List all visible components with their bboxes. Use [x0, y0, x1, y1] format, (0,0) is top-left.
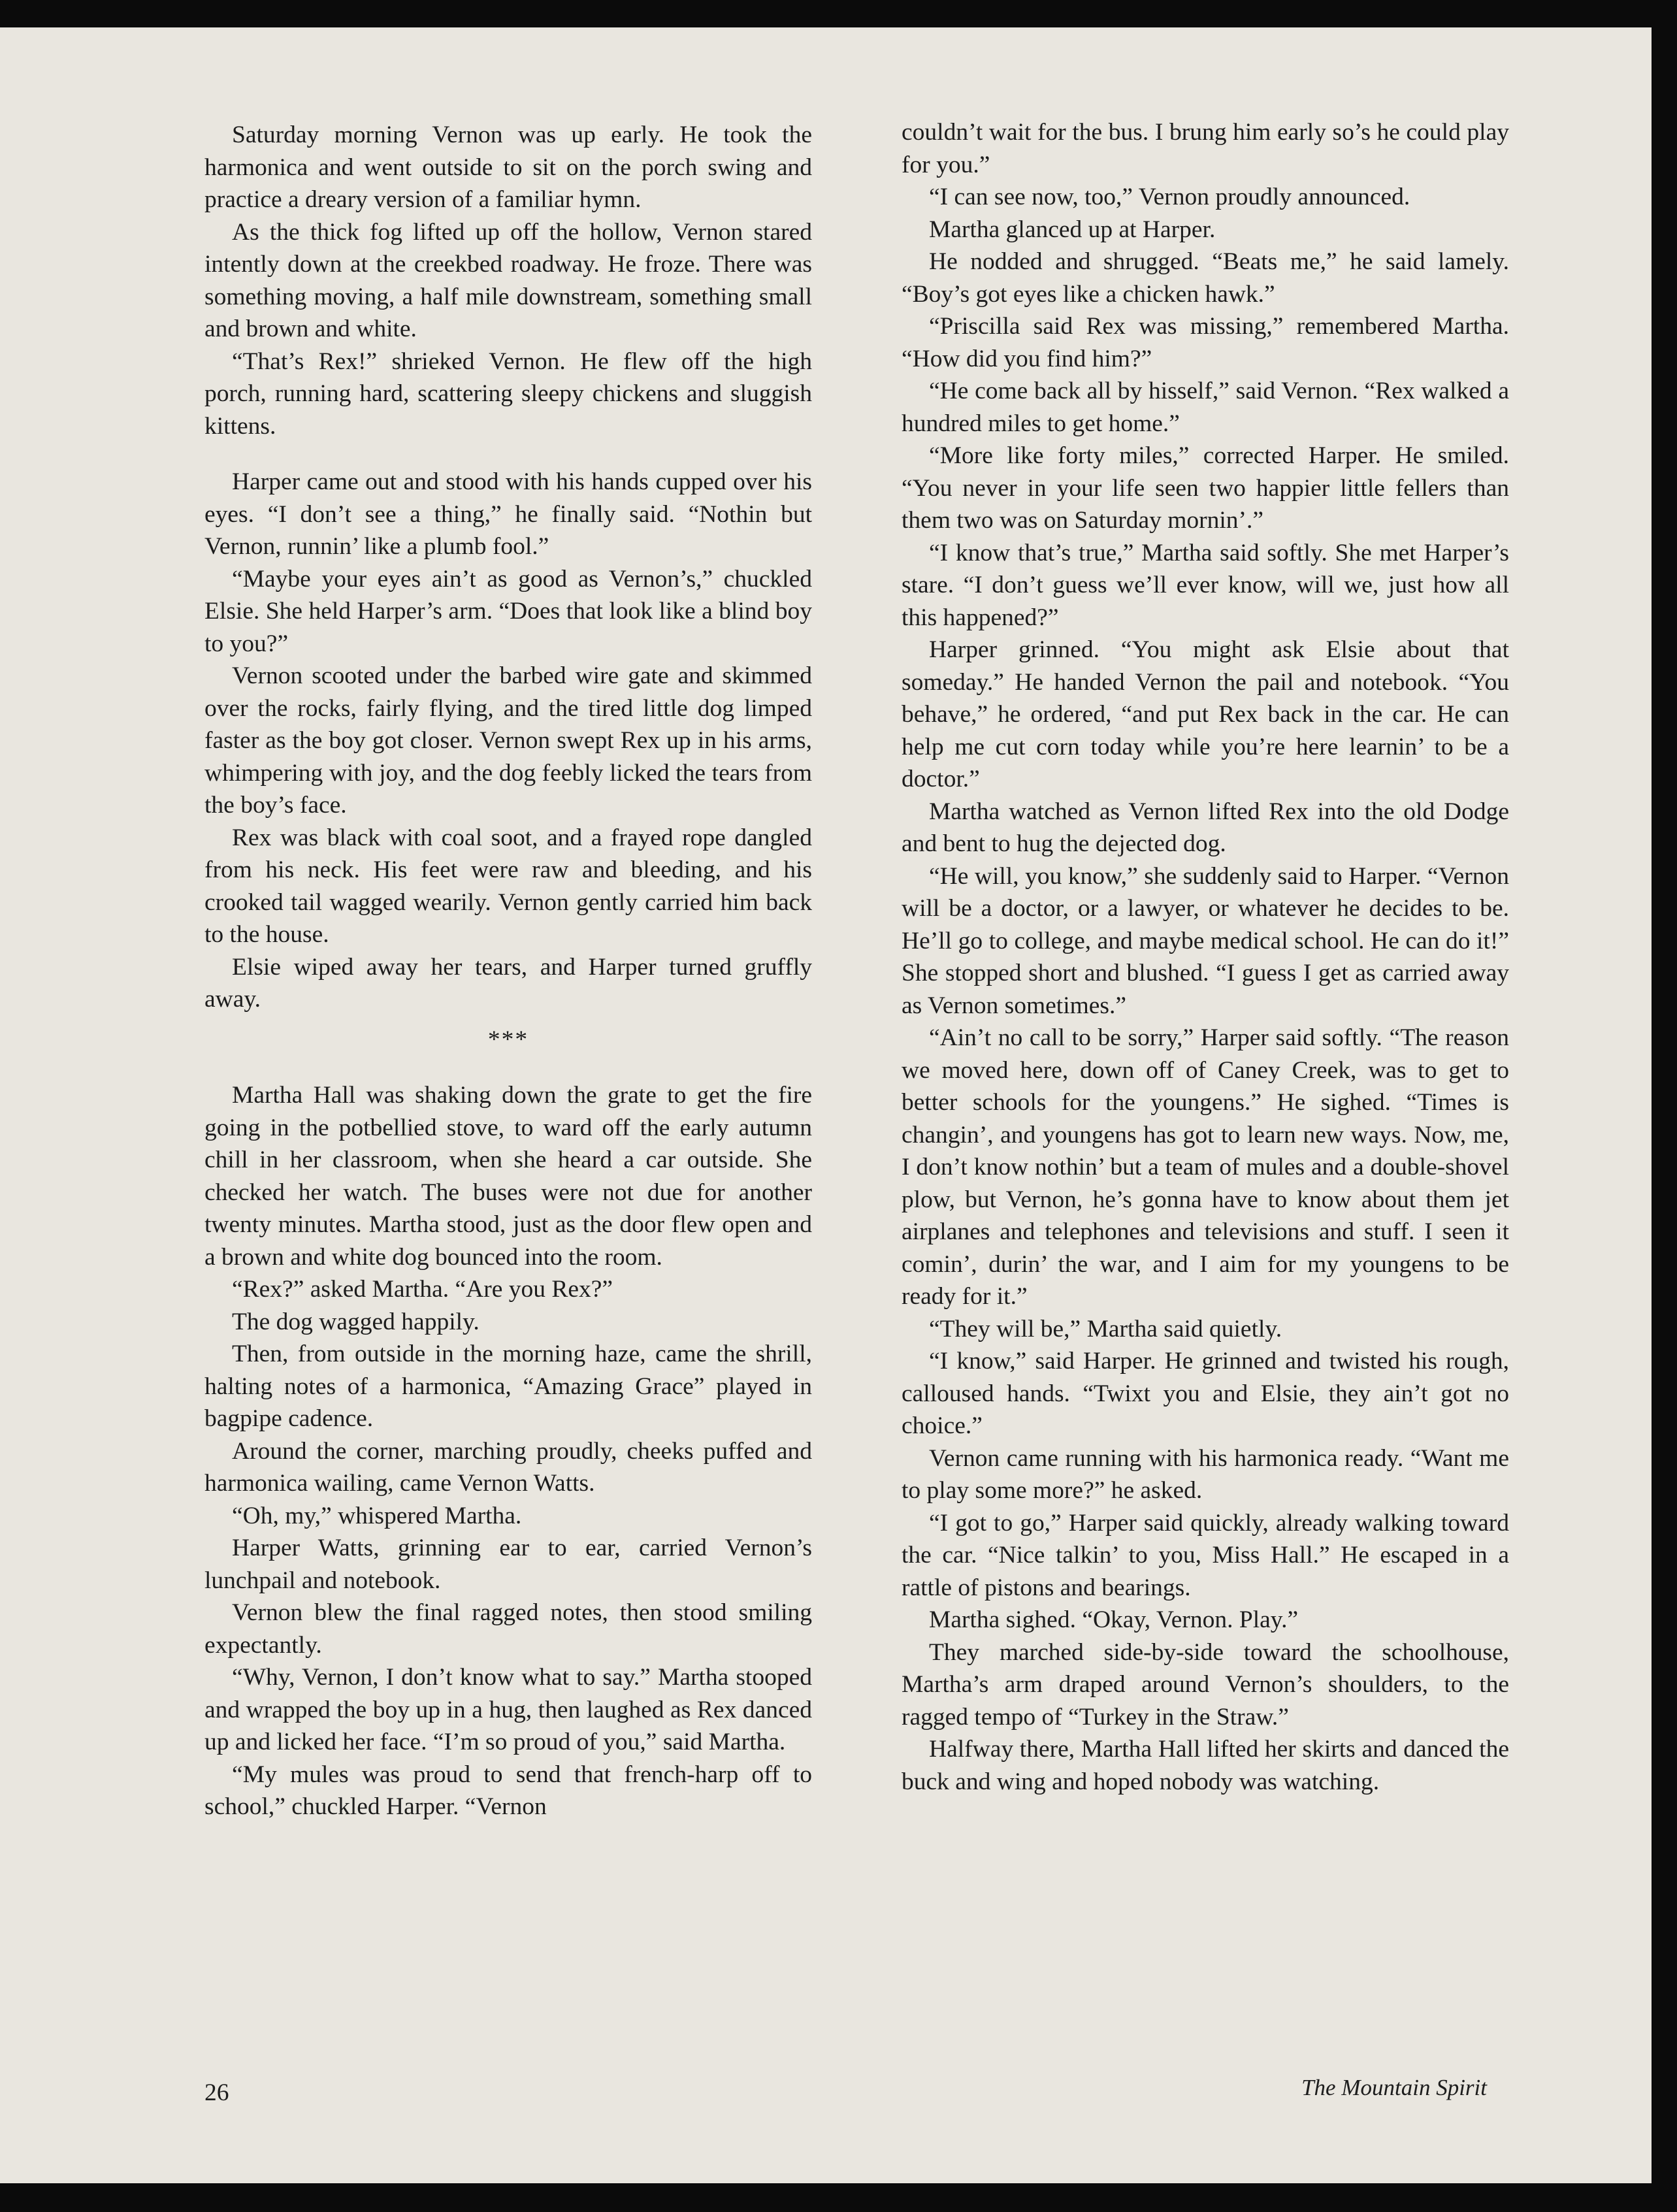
paragraph: “Oh, my,” whispered Martha.	[232, 1502, 522, 1529]
page	[0, 27, 1652, 2183]
paragraph: “They will be,” Martha said quietly.	[929, 1315, 1282, 1342]
page-number: 26	[204, 2079, 229, 2106]
publication-title: The Mountain Spirit	[1301, 2075, 1487, 2100]
right-column	[902, 116, 1509, 1798]
paragraph: Saturday morning Vernon was up early. He took the harmonica and went outside to sit on the porch swing and practice a dreary version of a familiar hymn.	[204, 122, 812, 213]
paragraph: Vernon came running with his harmonica ready. “Want me to play some more?” he asked.	[902, 1444, 1509, 1504]
paragraph: As the thick fog lifted up off the hollow, Vernon stared intently down at the creekbed roadway. He froze. There was something moving, a half mile downstream, something small and brown and white.	[204, 218, 812, 342]
paragraph: Martha sighed. “Okay, Vernon. Play.”	[929, 1606, 1299, 1633]
paragraph: “My mules was proud to send that french-harp off to school,” chuckled Harper. “Vernon	[204, 1761, 812, 1820]
paragraph: Vernon scooted under the barbed wire gate and skimmed over the rocks, fairly flying, and the tired little dog limped faster as the boy got closer. Vernon swept Rex up in his arms, whimpering with joy, and the dog feebly licked the tears from the boy’s face.	[204, 662, 812, 819]
paragraph: Vernon blew the final ragged notes, then stood smiling expectantly.	[204, 1599, 812, 1659]
paragraph: “I got to go,” Harper said quickly, already walking toward the car. “Nice talkin’ to you, Miss Hall.” He escaped in a rattle of pistons and bearings.	[902, 1509, 1509, 1601]
paragraph: Then, from outside in the morning haze, came the shrill, halting notes of a harmonica, “Amazing Grace” played in bagpipe cadence.	[204, 1341, 812, 1432]
paragraph: He nodded and shrugged. “Beats me,” he said lamely. “Boy’s got eyes like a chicken hawk.”	[902, 248, 1509, 308]
paragraph-continued: couldn’t wait for the bus. I brung him early so’s he could play for you.”	[902, 119, 1509, 178]
paragraph: “I know that’s true,” Martha said softly. She met Harper’s stare. “I don’t guess we’ll ever know, will we, just how all this happened?”	[902, 539, 1509, 631]
paragraph: Martha watched as Vernon lifted Rex into the old Dodge and bent to hug the dejected dog.	[902, 798, 1509, 857]
paragraph: They marched side-by-side toward the schoolhouse, Martha’s arm draped around Vernon’s shoulders, to the ragged tempo of “Turkey in the Straw.”	[902, 1638, 1509, 1731]
paragraph: “That’s Rex!” shrieked Vernon. He flew off the high porch, running hard, scattering sleepy chickens and sluggish kittens.	[204, 348, 812, 440]
paragraph: Elsie wiped away her tears, and Harper turned gruffly away.	[204, 953, 812, 1013]
paragraph: Harper came out and stood with his hands cupped over his eyes. “I don’t see a thing,” he finally said. “Nothin but Vernon, runnin’ like a plumb fool.”	[204, 468, 812, 560]
paragraph: “I can see now, too,” Vernon proudly announced.	[929, 184, 1410, 210]
paragraph: “Rex?” asked Martha. “Are you Rex?”	[232, 1276, 613, 1303]
paragraph: “Priscilla said Rex was missing,” remembered Martha. “How did you find him?”	[902, 313, 1509, 372]
paragraph: “Ain’t no call to be sorry,” Harper said softly. “The reason we moved here, down off of Caney Creek, was to get to better schools for the youngens.” He sighed. “Times is changin’, and youngens has got to learn new ways. Now, me, I don’t know nothin’ but a team of mules and a double-shovel plow, but Vernon, he’s gonna have to know about them jet airplanes and telephones and televisions and stuff. I seen it comin’, durin’ the war, and I aim for my youngens to be ready for it.”	[902, 1024, 1509, 1310]
paragraph: Harper Watts, grinning ear to ear, carried Vernon’s lunchpail and notebook.	[204, 1535, 812, 1594]
paragraph: Martha glanced up at Harper.	[929, 216, 1216, 243]
section-separator: ***	[487, 1026, 529, 1053]
paragraph: “He will, you know,” she suddenly said to Harper. “Vernon will be a doctor, or a lawyer, or whatever he decides to be. He’ll go to college, and maybe medical school. He can do it!” She stopped short and blushed. “I guess I get as carried away as Vernon sometimes.”	[902, 862, 1509, 1019]
paragraph: “Maybe your eyes ain’t as good as Vernon’s,” chuckled Elsie. She held Harper’s arm. “Does that look like a blind boy to you?”	[204, 565, 812, 657]
paragraph: Halfway there, Martha Hall lifted her skirts and danced the buck and wing and hoped nobody was watching.	[902, 1736, 1509, 1795]
section-gap	[204, 442, 812, 466]
paragraph: Martha Hall was shaking down the grate to get the fire going in the potbellied stove, to ward off the early autumn chill in her classroom, when she heard a car outside. She checked her watch. The buses were not due for another twenty minutes. Martha stood, just as the door flew open and a brown and white dog bounced into the room.	[204, 1082, 812, 1271]
paragraph: “Why, Vernon, I don’t know what to say.” Martha stooped and wrapped the boy up in a hug, then laughed as Rex danced up and licked her face. “I’m so proud of you,” said Martha.	[204, 1664, 812, 1755]
paragraph: “He come back all by hisself,” said Vernon. “Rex walked a hundred miles to get home.”	[902, 378, 1509, 437]
paragraph: Harper grinned. “You might ask Elsie about that someday.” He handed Vernon the pail and notebook. “You behave,” he ordered, “and put Rex back in the car. He can help me cut corn today while you’re here learnin’ to be a doctor.”	[902, 636, 1509, 792]
paragraph: “More like forty miles,” corrected Harper. He smiled. “You never in your life seen two happier little fellers than them two was on Saturday mornin’.”	[902, 442, 1509, 534]
paragraph: The dog wagged happily.	[232, 1308, 480, 1335]
left-column	[204, 119, 812, 1823]
paragraph: Around the corner, marching proudly, cheeks puffed and harmonica wailing, came Vernon Watts.	[204, 1437, 812, 1497]
paragraph: “I know,” said Harper. He grinned and twisted his rough, calloused hands. “Twixt you and Elsie, they ain’t got no choice.”	[902, 1348, 1509, 1439]
paragraph: Rex was black with coal soot, and a frayed rope dangled from his neck. His feet were raw and bleeding, and his crooked tail wagged wearily. Vernon gently carried him back to the house.	[204, 824, 812, 948]
